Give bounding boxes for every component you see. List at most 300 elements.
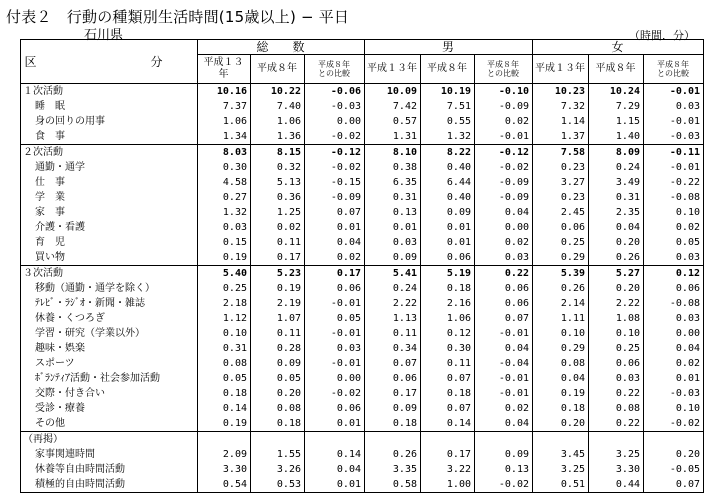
value-cell: 0.26 [533, 281, 589, 296]
value-cell: 0.03 [644, 250, 704, 266]
group-header-male: 男 [365, 40, 533, 55]
value-cell [533, 432, 589, 448]
value-cell: 1.13 [365, 311, 421, 326]
table-row [21, 401, 704, 416]
value-cell: 0.18 [365, 416, 421, 432]
value-cell: 0.01 [644, 371, 704, 386]
value-cell: 2.16 [421, 296, 475, 311]
value-cell: -0.02 [305, 129, 365, 145]
unit-label: （時間．分） [629, 29, 695, 42]
table-row [21, 160, 704, 175]
value-cell: 0.06 [365, 371, 421, 386]
value-cell: 0.09 [365, 250, 421, 266]
value-cell: -0.09 [305, 190, 365, 205]
value-cell: 0.09 [251, 356, 305, 371]
value-cell: 0.08 [251, 401, 305, 416]
col-header-total-diff: 平成８年 との比較 [305, 55, 365, 84]
value-cell: 0.02 [305, 250, 365, 266]
table-row [21, 281, 704, 296]
row-label: その他 [21, 416, 198, 432]
value-cell: 0.40 [421, 160, 475, 175]
value-cell: 0.07 [475, 311, 533, 326]
value-cell: 1.25 [251, 205, 305, 220]
value-cell: 1.08 [589, 311, 644, 326]
value-cell: 1.37 [533, 129, 589, 145]
value-cell: -0.08 [644, 190, 704, 205]
value-cell: 0.06 [475, 281, 533, 296]
value-cell: 2.09 [198, 447, 251, 462]
value-cell: 0.10 [198, 326, 251, 341]
value-cell [421, 432, 475, 448]
value-cell: 0.20 [533, 416, 589, 432]
value-cell: 0.07 [365, 356, 421, 371]
value-cell: 0.07 [644, 477, 704, 493]
value-cell: 2.22 [589, 296, 644, 311]
value-cell: 1.11 [533, 311, 589, 326]
value-cell: 5.39 [533, 266, 589, 282]
value-cell: 0.25 [198, 281, 251, 296]
value-cell: 0.05 [198, 371, 251, 386]
row-label: 趣味・娯楽 [21, 341, 198, 356]
value-cell: 5.23 [251, 266, 305, 282]
value-cell: 0.51 [533, 477, 589, 493]
value-cell: -0.12 [305, 145, 365, 161]
table-row [21, 175, 704, 190]
value-cell: 1.15 [589, 114, 644, 129]
value-cell: -0.01 [644, 160, 704, 175]
value-cell: 0.31 [365, 190, 421, 205]
value-cell: 1.06 [421, 311, 475, 326]
value-cell: 8.15 [251, 145, 305, 161]
value-cell: 0.40 [421, 190, 475, 205]
value-cell: 0.08 [198, 356, 251, 371]
value-cell: 10.09 [365, 84, 421, 100]
value-cell: -0.09 [475, 175, 533, 190]
table-row [21, 129, 704, 145]
value-cell: 10.24 [589, 84, 644, 100]
row-label: 積極的自由時間活動 [21, 477, 198, 493]
value-cell: 0.02 [475, 114, 533, 129]
value-cell: 1.14 [533, 114, 589, 129]
value-cell: 10.22 [251, 84, 305, 100]
value-cell: 0.06 [305, 401, 365, 416]
value-cell: 1.34 [198, 129, 251, 145]
value-cell: -0.09 [475, 99, 533, 114]
value-cell: -0.01 [305, 296, 365, 311]
value-cell: -0.02 [475, 160, 533, 175]
value-cell: 0.08 [589, 401, 644, 416]
kubun-header: 区 分 [21, 40, 198, 84]
table-row [21, 296, 704, 311]
value-cell: 0.54 [198, 477, 251, 493]
value-cell: 1.32 [198, 205, 251, 220]
value-cell: 8.22 [421, 145, 475, 161]
value-cell: 0.31 [589, 190, 644, 205]
value-cell: 0.02 [644, 356, 704, 371]
row-label: ３次活動 [21, 266, 198, 282]
value-cell: -0.12 [475, 145, 533, 161]
col-header-female-h13: 平成１３年 [533, 55, 589, 84]
row-label: 休養等自由時間活動 [21, 462, 198, 477]
value-cell: 0.24 [365, 281, 421, 296]
value-cell: 0.22 [589, 416, 644, 432]
row-label: ﾃﾚﾋﾞ・ﾗｼﾞｵ・新聞・雑誌 [21, 296, 198, 311]
value-cell: 1.36 [251, 129, 305, 145]
table-row [21, 84, 704, 100]
value-cell: 0.23 [533, 160, 589, 175]
value-cell: 3.35 [365, 462, 421, 477]
value-cell: 0.01 [421, 235, 475, 250]
value-cell: 0.01 [365, 220, 421, 235]
value-cell: 1.06 [251, 114, 305, 129]
value-cell: 0.11 [251, 235, 305, 250]
value-cell: -0.01 [475, 326, 533, 341]
value-cell: 1.06 [198, 114, 251, 129]
value-cell: 0.09 [365, 401, 421, 416]
value-cell: 0.05 [251, 371, 305, 386]
value-cell: 0.06 [644, 281, 704, 296]
value-cell: -0.09 [475, 190, 533, 205]
value-cell: 0.28 [251, 341, 305, 356]
row-label: 家事関連時間 [21, 447, 198, 462]
table-row [21, 311, 704, 326]
row-label: 仕 事 [21, 175, 198, 190]
value-cell: -0.15 [305, 175, 365, 190]
value-cell [644, 432, 704, 448]
value-cell: 0.29 [533, 341, 589, 356]
value-cell: 0.15 [198, 235, 251, 250]
row-label: 移動（通勤・通学を除く） [21, 281, 198, 296]
col-header-male-h13: 平成１３年 [365, 55, 421, 84]
value-cell: 0.34 [365, 341, 421, 356]
table-row [21, 386, 704, 401]
value-cell: 0.17 [251, 250, 305, 266]
value-cell: 1.00 [421, 477, 475, 493]
value-cell: 0.04 [475, 205, 533, 220]
value-cell: 0.02 [475, 401, 533, 416]
table-row [21, 114, 704, 129]
value-cell: 0.17 [421, 447, 475, 462]
value-cell: 0.19 [198, 416, 251, 432]
table-row [21, 416, 704, 432]
value-cell: 0.01 [305, 477, 365, 493]
value-cell: 0.07 [305, 205, 365, 220]
value-cell: 3.25 [533, 462, 589, 477]
value-cell: 0.04 [305, 462, 365, 477]
value-cell: -0.10 [475, 84, 533, 100]
row-label: 交際・付き合い [21, 386, 198, 401]
value-cell: 0.07 [421, 401, 475, 416]
value-cell: 0.04 [305, 235, 365, 250]
value-cell: 10.23 [533, 84, 589, 100]
value-cell: -0.11 [644, 145, 704, 161]
value-cell: -0.06 [305, 84, 365, 100]
value-cell: 3.49 [589, 175, 644, 190]
value-cell [198, 432, 251, 448]
value-cell: 0.25 [533, 235, 589, 250]
value-cell: -0.02 [475, 477, 533, 493]
row-label: 買い物 [21, 250, 198, 266]
value-cell: 0.00 [644, 326, 704, 341]
value-cell: 1.55 [251, 447, 305, 462]
value-cell: 0.10 [644, 205, 704, 220]
value-cell: 8.03 [198, 145, 251, 161]
value-cell: 0.03 [475, 250, 533, 266]
value-cell: 0.00 [305, 371, 365, 386]
table-row [21, 190, 704, 205]
value-cell: 0.03 [305, 341, 365, 356]
value-cell: 0.14 [198, 401, 251, 416]
value-cell: -0.01 [475, 386, 533, 401]
table-row [21, 220, 704, 235]
value-cell: 0.14 [421, 416, 475, 432]
value-cell: 0.18 [251, 416, 305, 432]
value-cell: 0.29 [533, 250, 589, 266]
value-cell: 3.25 [589, 447, 644, 462]
row-label: １次活動 [21, 84, 198, 100]
value-cell: 3.30 [198, 462, 251, 477]
value-cell: 0.53 [251, 477, 305, 493]
value-cell: 0.03 [198, 220, 251, 235]
value-cell: 0.24 [589, 160, 644, 175]
value-cell: -0.02 [305, 160, 365, 175]
value-cell: 0.44 [589, 477, 644, 493]
col-header-male-diff: 平成８年 との比較 [475, 55, 533, 84]
value-cell: -0.01 [305, 326, 365, 341]
table-row [21, 447, 704, 462]
value-cell: 5.40 [198, 266, 251, 282]
value-cell: 1.32 [421, 129, 475, 145]
value-cell: 7.32 [533, 99, 589, 114]
row-label: 通勤・通学 [21, 160, 198, 175]
value-cell: 0.20 [644, 447, 704, 462]
value-cell: 0.03 [589, 371, 644, 386]
value-cell: 0.10 [533, 326, 589, 341]
value-cell: 0.20 [589, 235, 644, 250]
row-label: 介護・看護 [21, 220, 198, 235]
value-cell: 0.18 [421, 281, 475, 296]
value-cell: 0.02 [475, 235, 533, 250]
value-cell: 0.06 [533, 220, 589, 235]
value-cell [365, 432, 421, 448]
col-header-total-h8: 平成８年 [251, 55, 305, 84]
value-cell: 0.02 [644, 220, 704, 235]
value-cell: 0.01 [421, 220, 475, 235]
row-label: ﾎﾞﾗﾝﾃｨｱ活動・社会参加活動 [21, 371, 198, 386]
value-cell: 2.45 [533, 205, 589, 220]
value-cell: 7.58 [533, 145, 589, 161]
table-row [21, 341, 704, 356]
row-label: 睡 眠 [21, 99, 198, 114]
col-header-female-h8: 平成８年 [589, 55, 644, 84]
value-cell [251, 432, 305, 448]
value-cell: 0.19 [198, 250, 251, 266]
value-cell: -0.02 [644, 416, 704, 432]
value-cell: 0.09 [421, 205, 475, 220]
value-cell: -0.03 [644, 386, 704, 401]
time-use-table [20, 39, 704, 493]
value-cell: -0.01 [644, 84, 704, 100]
value-cell: 2.22 [365, 296, 421, 311]
value-cell: 3.22 [421, 462, 475, 477]
value-cell: 0.11 [251, 326, 305, 341]
value-cell: 0.01 [305, 220, 365, 235]
value-cell: 0.06 [421, 250, 475, 266]
value-cell: 0.19 [533, 386, 589, 401]
value-cell: 0.31 [198, 341, 251, 356]
value-cell: -0.01 [644, 114, 704, 129]
value-cell: 5.41 [365, 266, 421, 282]
value-cell: 0.25 [589, 341, 644, 356]
value-cell: 6.44 [421, 175, 475, 190]
value-cell: 8.09 [589, 145, 644, 161]
value-cell: 0.04 [475, 416, 533, 432]
value-cell: 0.06 [589, 356, 644, 371]
value-cell: 0.12 [644, 266, 704, 282]
value-cell: 3.26 [251, 462, 305, 477]
value-cell: 0.11 [421, 356, 475, 371]
value-cell: -0.22 [644, 175, 704, 190]
table-row [21, 477, 704, 493]
table-row [21, 432, 704, 448]
value-cell [305, 432, 365, 448]
table-row [21, 205, 704, 220]
value-cell: 0.13 [365, 205, 421, 220]
value-cell: 0.03 [644, 99, 704, 114]
value-cell: -0.04 [475, 356, 533, 371]
value-cell: 1.31 [365, 129, 421, 145]
value-cell: 1.12 [198, 311, 251, 326]
table-row [21, 99, 704, 114]
row-label: 学習・研究（学業以外） [21, 326, 198, 341]
group-header-total: 総 数 [198, 40, 365, 55]
value-cell: 0.57 [365, 114, 421, 129]
value-cell: 4.58 [198, 175, 251, 190]
value-cell: 0.04 [533, 371, 589, 386]
value-cell: 7.51 [421, 99, 475, 114]
value-cell: -0.08 [644, 296, 704, 311]
table-row [21, 145, 704, 161]
col-header-male-h8: 平成８年 [421, 55, 475, 84]
row-label: 休養・くつろぎ [21, 311, 198, 326]
table-row [21, 462, 704, 477]
value-cell: 0.00 [305, 114, 365, 129]
value-cell: 0.06 [475, 296, 533, 311]
value-cell: 0.18 [198, 386, 251, 401]
value-cell: 0.05 [644, 235, 704, 250]
value-cell: 0.12 [421, 326, 475, 341]
value-cell: 1.07 [251, 311, 305, 326]
row-label: 育 児 [21, 235, 198, 250]
header-row-groups [21, 40, 704, 55]
value-cell: -0.05 [644, 462, 704, 477]
col-header-total-h13: 平成１３年 [198, 55, 251, 84]
value-cell: 0.22 [589, 386, 644, 401]
value-cell: 0.20 [589, 281, 644, 296]
value-cell: 0.17 [365, 386, 421, 401]
value-cell: 0.05 [305, 311, 365, 326]
value-cell: -0.03 [644, 129, 704, 145]
value-cell: 0.38 [365, 160, 421, 175]
value-cell [475, 432, 533, 448]
value-cell: 0.03 [644, 311, 704, 326]
value-cell: 0.04 [475, 341, 533, 356]
value-cell: 0.14 [305, 447, 365, 462]
value-cell: 6.35 [365, 175, 421, 190]
value-cell: 10.19 [421, 84, 475, 100]
value-cell: 5.13 [251, 175, 305, 190]
table-title: 付表２ 行動の種類別生活時間(15歳以上) − 平日 [6, 8, 350, 26]
value-cell: 10.16 [198, 84, 251, 100]
value-cell: 0.23 [533, 190, 589, 205]
value-cell: 0.17 [305, 266, 365, 282]
value-cell: 3.27 [533, 175, 589, 190]
value-cell: 0.18 [533, 401, 589, 416]
value-cell: 0.02 [251, 220, 305, 235]
value-cell: 0.22 [475, 266, 533, 282]
value-cell: -0.01 [305, 356, 365, 371]
value-cell: 0.26 [589, 250, 644, 266]
value-cell: 0.26 [365, 447, 421, 462]
table-row [21, 250, 704, 266]
value-cell: 2.14 [533, 296, 589, 311]
region-label: 石川県 [84, 28, 124, 43]
value-cell: 0.19 [251, 281, 305, 296]
value-cell: 2.35 [589, 205, 644, 220]
value-cell: -0.02 [305, 386, 365, 401]
value-cell: 0.58 [365, 477, 421, 493]
value-cell: -0.01 [475, 371, 533, 386]
value-cell: 5.19 [421, 266, 475, 282]
value-cell: 0.04 [589, 220, 644, 235]
value-cell: 0.00 [475, 220, 533, 235]
value-cell: 0.30 [198, 160, 251, 175]
value-cell: 7.37 [198, 99, 251, 114]
row-label: 学 業 [21, 190, 198, 205]
value-cell: 0.18 [421, 386, 475, 401]
value-cell: 0.06 [305, 281, 365, 296]
value-cell: 7.29 [589, 99, 644, 114]
value-cell: 1.40 [589, 129, 644, 145]
value-cell: 0.11 [365, 326, 421, 341]
value-cell: 8.10 [365, 145, 421, 161]
value-cell: 0.03 [365, 235, 421, 250]
value-cell: 3.45 [533, 447, 589, 462]
col-header-female-diff: 平成８年 との比較 [644, 55, 704, 84]
table-row [21, 356, 704, 371]
table-body [21, 84, 704, 493]
row-label: （再掲） [21, 432, 198, 448]
value-cell: -0.03 [305, 99, 365, 114]
value-cell: 7.42 [365, 99, 421, 114]
value-cell: 0.01 [305, 416, 365, 432]
value-cell: 0.10 [589, 326, 644, 341]
row-label: 食 事 [21, 129, 198, 145]
value-cell: 0.04 [644, 341, 704, 356]
row-label: スポーツ [21, 356, 198, 371]
value-cell: 0.09 [475, 447, 533, 462]
table-row [21, 326, 704, 341]
table-row [21, 371, 704, 386]
value-cell: 0.10 [644, 401, 704, 416]
value-cell: 2.19 [251, 296, 305, 311]
row-label: ２次活動 [21, 145, 198, 161]
value-cell [589, 432, 644, 448]
value-cell: 0.20 [251, 386, 305, 401]
value-cell: 7.40 [251, 99, 305, 114]
value-cell: 0.13 [475, 462, 533, 477]
group-header-female: 女 [533, 40, 704, 55]
